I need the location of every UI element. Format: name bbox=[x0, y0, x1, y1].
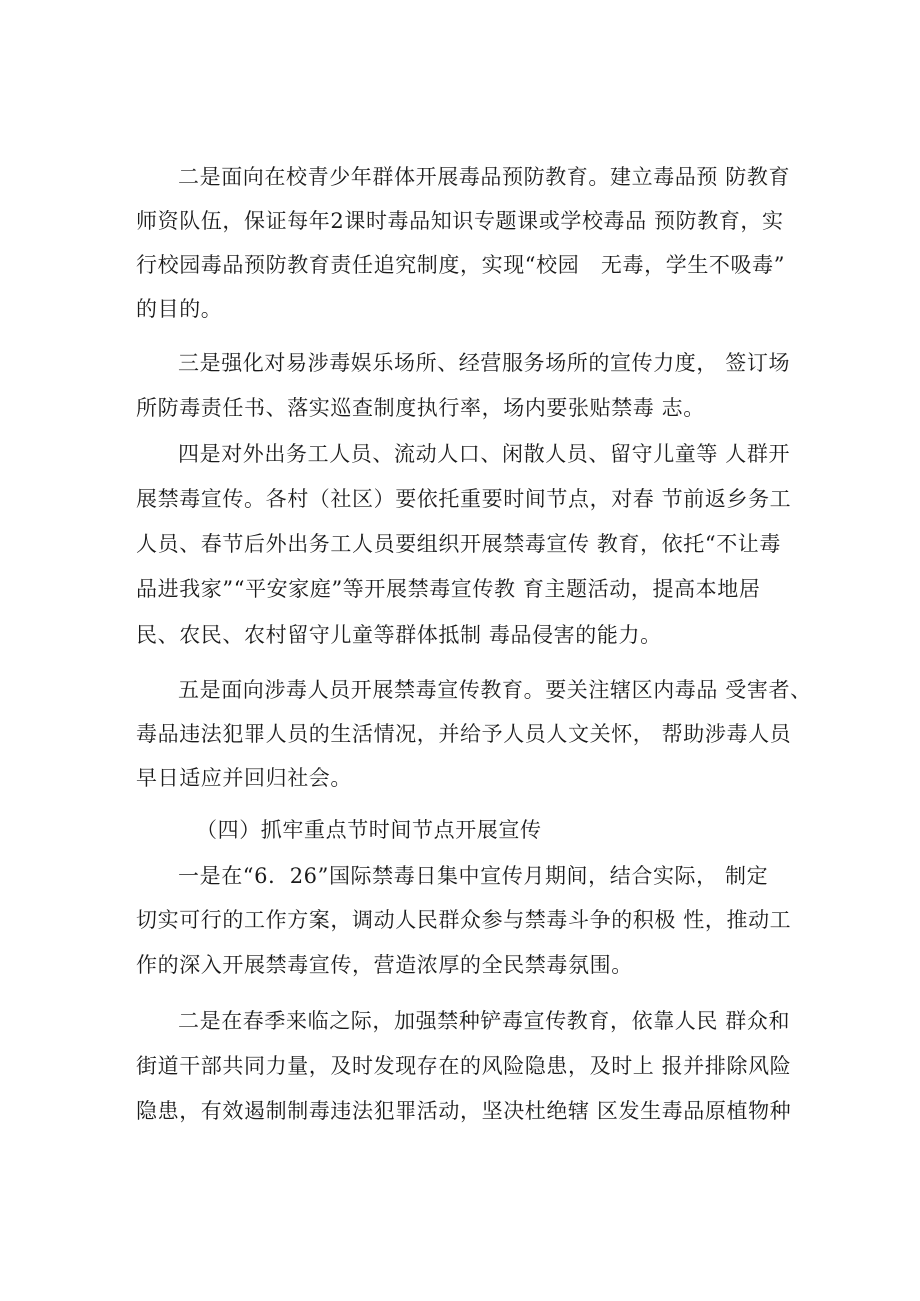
paragraph-line: 隐患，有效遏制制毒违法犯罪活动，坚决杜绝辖 区发生毒品原植物种 bbox=[136, 1099, 792, 1123]
paragraph-line: 人员、春节后外出务工人员要组织开展禁毒宣传 教育，依托“不让毒 bbox=[136, 532, 782, 556]
section-heading: （四）抓牢重点节时间节点开展宣传 bbox=[196, 818, 542, 842]
paragraph-line: 三是强化对易涉毒娱乐场所、经营服务场所的宣传力度， 签订场 bbox=[178, 351, 791, 375]
paragraph-line: 展禁毒宣传。各村（社区）要依托重要时间节点，对春 节前返乡务工 bbox=[136, 487, 792, 511]
paragraph-line: 师资队伍，保证每年2课时毒品知识专题课或学校毒品 预防教育，实 bbox=[136, 209, 784, 233]
paragraph-line: 民、农民、农村留守儿童等群体抵制 毒品侵害的能力。 bbox=[136, 623, 662, 647]
paragraph-line: 街道干部共同力量，及时发现存在的风险隐患，及时上 报并排除风险 bbox=[136, 1054, 792, 1078]
paragraph-line: 所防毒责任书、落实巡查制度执行率，场内要张贴禁毒 志。 bbox=[136, 396, 705, 420]
paragraph-line: 二是面向在校青少年群体开展毒品预防教育。建立毒品预 防教育 bbox=[178, 165, 791, 189]
paragraph-line: 切实可行的工作方案，调动人民群众参与禁毒斗争的积极 性，推动工 bbox=[136, 908, 792, 932]
paragraph-line: 作的深入开展禁毒宣传，营造浓厚的全民禁毒氛围。 bbox=[136, 953, 633, 977]
paragraph-line: 四是对外出务工人员、流动人口、闲散人员、留守儿童等 人群开 bbox=[178, 442, 791, 466]
paragraph-line: 行校园毒品预防教育责任追究制度，实现“校园 无毒，学生不吸毒” bbox=[136, 253, 786, 277]
paragraph-line: 五是面向涉毒人员开展禁毒宣传教育。要关注辖区内毒品 受害者、 bbox=[178, 678, 812, 702]
paragraph-line: 的目的。 bbox=[136, 297, 223, 321]
paragraph-line: 早日适应并回归社会。 bbox=[136, 766, 352, 790]
paragraph-line: 品进我家”“平安家庭”等开展禁毒宣传教 育主题活动，提高本地居 bbox=[136, 577, 761, 601]
paragraph-line: 二是在春季来临之际，加强禁种铲毒宣传教育，依靠人民 群众和 bbox=[178, 1009, 791, 1033]
paragraph-line: 毒品违法犯罪人员的生活情况，并给予人员人文关怀， 帮助涉毒人员 bbox=[136, 722, 792, 746]
paragraph-line: 一是在“6．26”国际禁毒日集中宣传月期间，结合实际， 制定 bbox=[178, 864, 769, 888]
